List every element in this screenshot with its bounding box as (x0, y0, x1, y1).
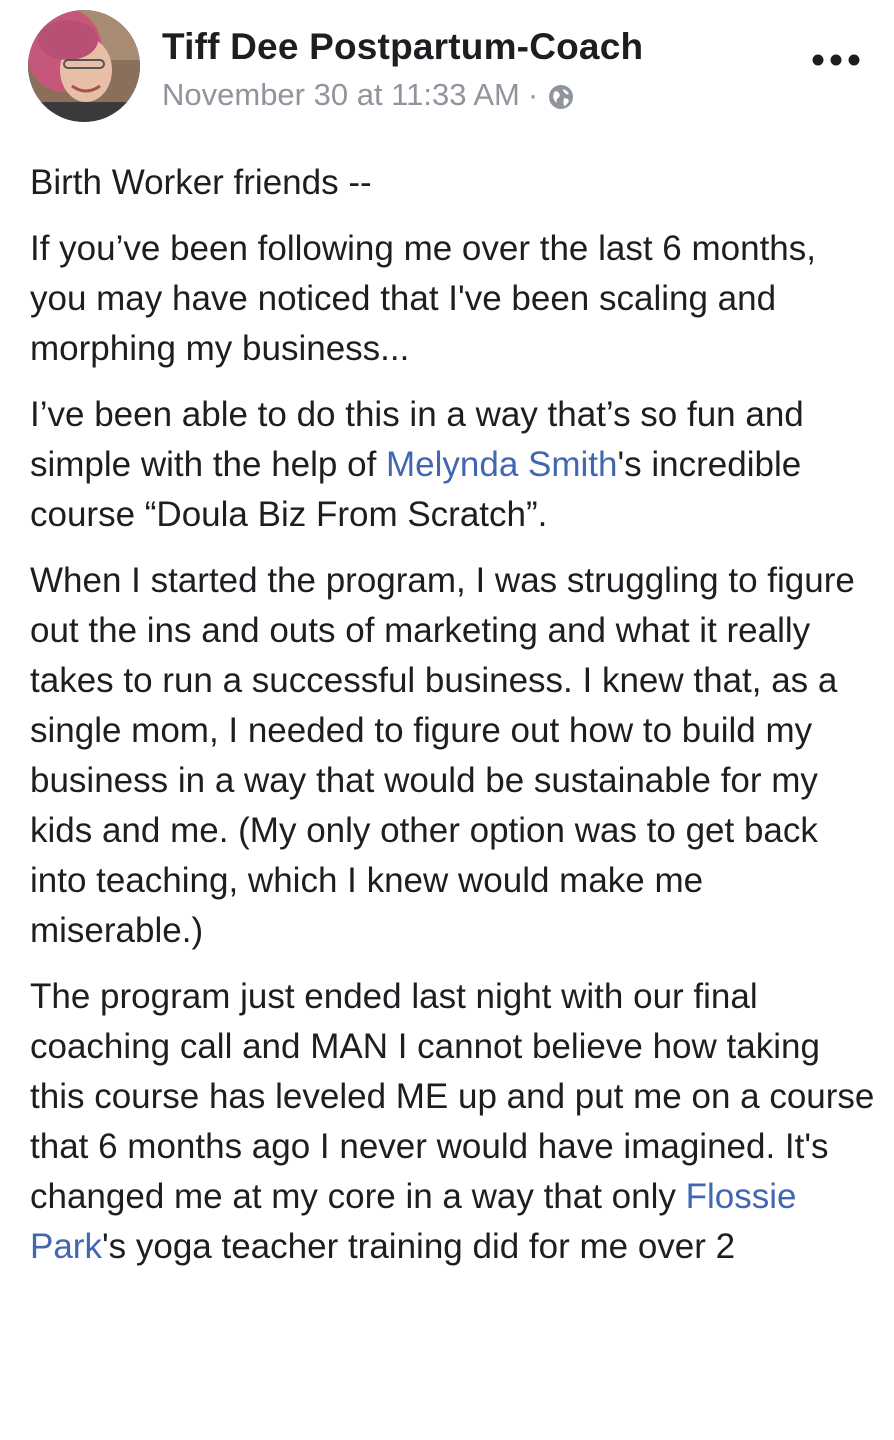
avatar-photo (28, 10, 140, 122)
mention-link-flossie-park[interactable]: Flossie Park (30, 1177, 797, 1266)
paragraph-text: I’ve been able to do this in a way that’s so fun and simple with the help of (30, 395, 804, 484)
paragraph-text: The program just ended last night with our final coaching call and MAN I cannot believe how taking this course has leveled ME up and put me on a course that 6 months ago I never would have imagined. It's changed me at my core in a way that only (30, 977, 875, 1216)
more-options-button[interactable] (808, 40, 864, 80)
post-timestamp[interactable]: November 30 at 11:33 AM (162, 77, 520, 112)
post-paragraph-1: Birth Worker friends -- (30, 163, 372, 202)
post-paragraph-3 (30, 390, 880, 540)
more-horizontal-icon (808, 40, 864, 80)
meta-separator: · (527, 77, 539, 112)
paragraph-text: 's yoga teacher training did for me over 2 (101, 1227, 736, 1266)
author-avatar[interactable] (28, 10, 140, 122)
post-meta (162, 77, 574, 113)
post-paragraph-5 (30, 972, 880, 1272)
post-body (30, 158, 880, 1288)
paragraph-text: 's incredible course “Doula Biz From Scratch”. (30, 445, 802, 534)
author-name[interactable]: Tiff Dee Postpartum-Coach (162, 26, 644, 67)
post-paragraph-4: When I started the program, I was struggling to figure out the ins and outs of marketing and what it really takes to run a successful business. I knew that, as a single mom, I needed to figure out how to build my business in a way that would be sustainable for my kids and me. (My only other option was to get back into teaching, which I knew would make me miserable.) (30, 561, 855, 950)
post-paragraph-2: If you’ve been following me over the last 6 months, you may have noticed that I've been scaling and morphing my business... (30, 229, 816, 368)
mention-link-melynda-smith[interactable]: Melynda Smith (386, 445, 618, 484)
post-header (0, 0, 894, 140)
globe-icon[interactable] (548, 82, 574, 108)
